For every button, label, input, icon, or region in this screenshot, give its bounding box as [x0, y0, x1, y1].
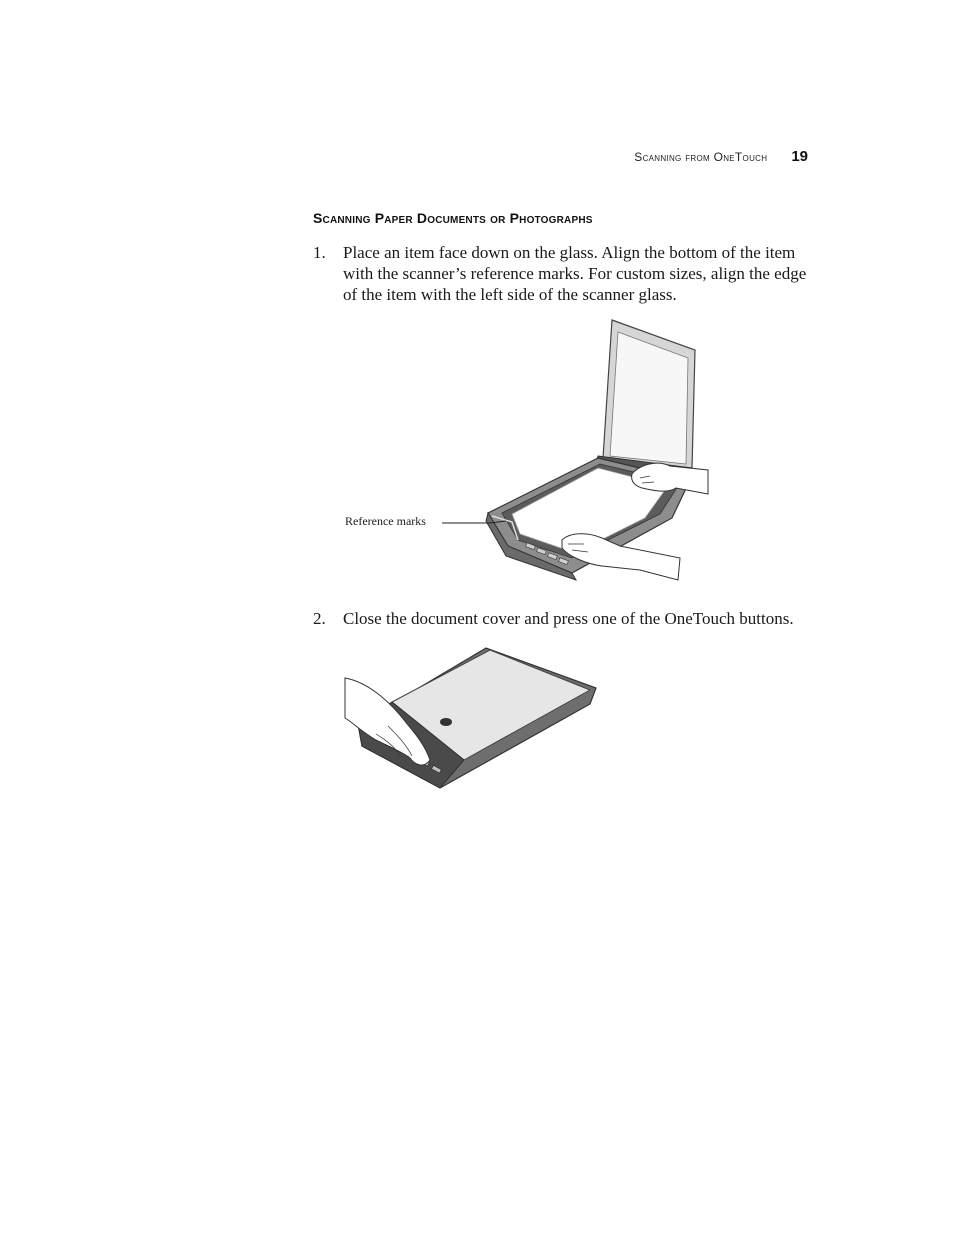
page-number: 19 — [791, 148, 808, 165]
step-1 — [313, 242, 813, 305]
step-1-number: 1. — [313, 243, 326, 262]
reference-marks-label: Reference marks — [345, 514, 426, 528]
running-title: Scanning from OneTouch — [634, 150, 768, 164]
step-2-number: 2. — [313, 609, 326, 628]
step-1-text: Place an item face down on the glass. Align the bottom of the item with the scanner’s reference marks. For custom sizes, align the edge of the item with the left side of the scanner glass. — [343, 243, 807, 304]
open-scanner-illustration — [340, 318, 710, 588]
section-heading: Scanning Paper Documents or Photographs — [313, 210, 593, 226]
closed-scanner-illustration — [340, 642, 602, 792]
running-header — [634, 148, 808, 165]
step-2-text: Close the document cover and press one of the OneTouch buttons. — [343, 609, 794, 628]
logo-icon — [440, 718, 452, 726]
step-2 — [313, 608, 813, 629]
